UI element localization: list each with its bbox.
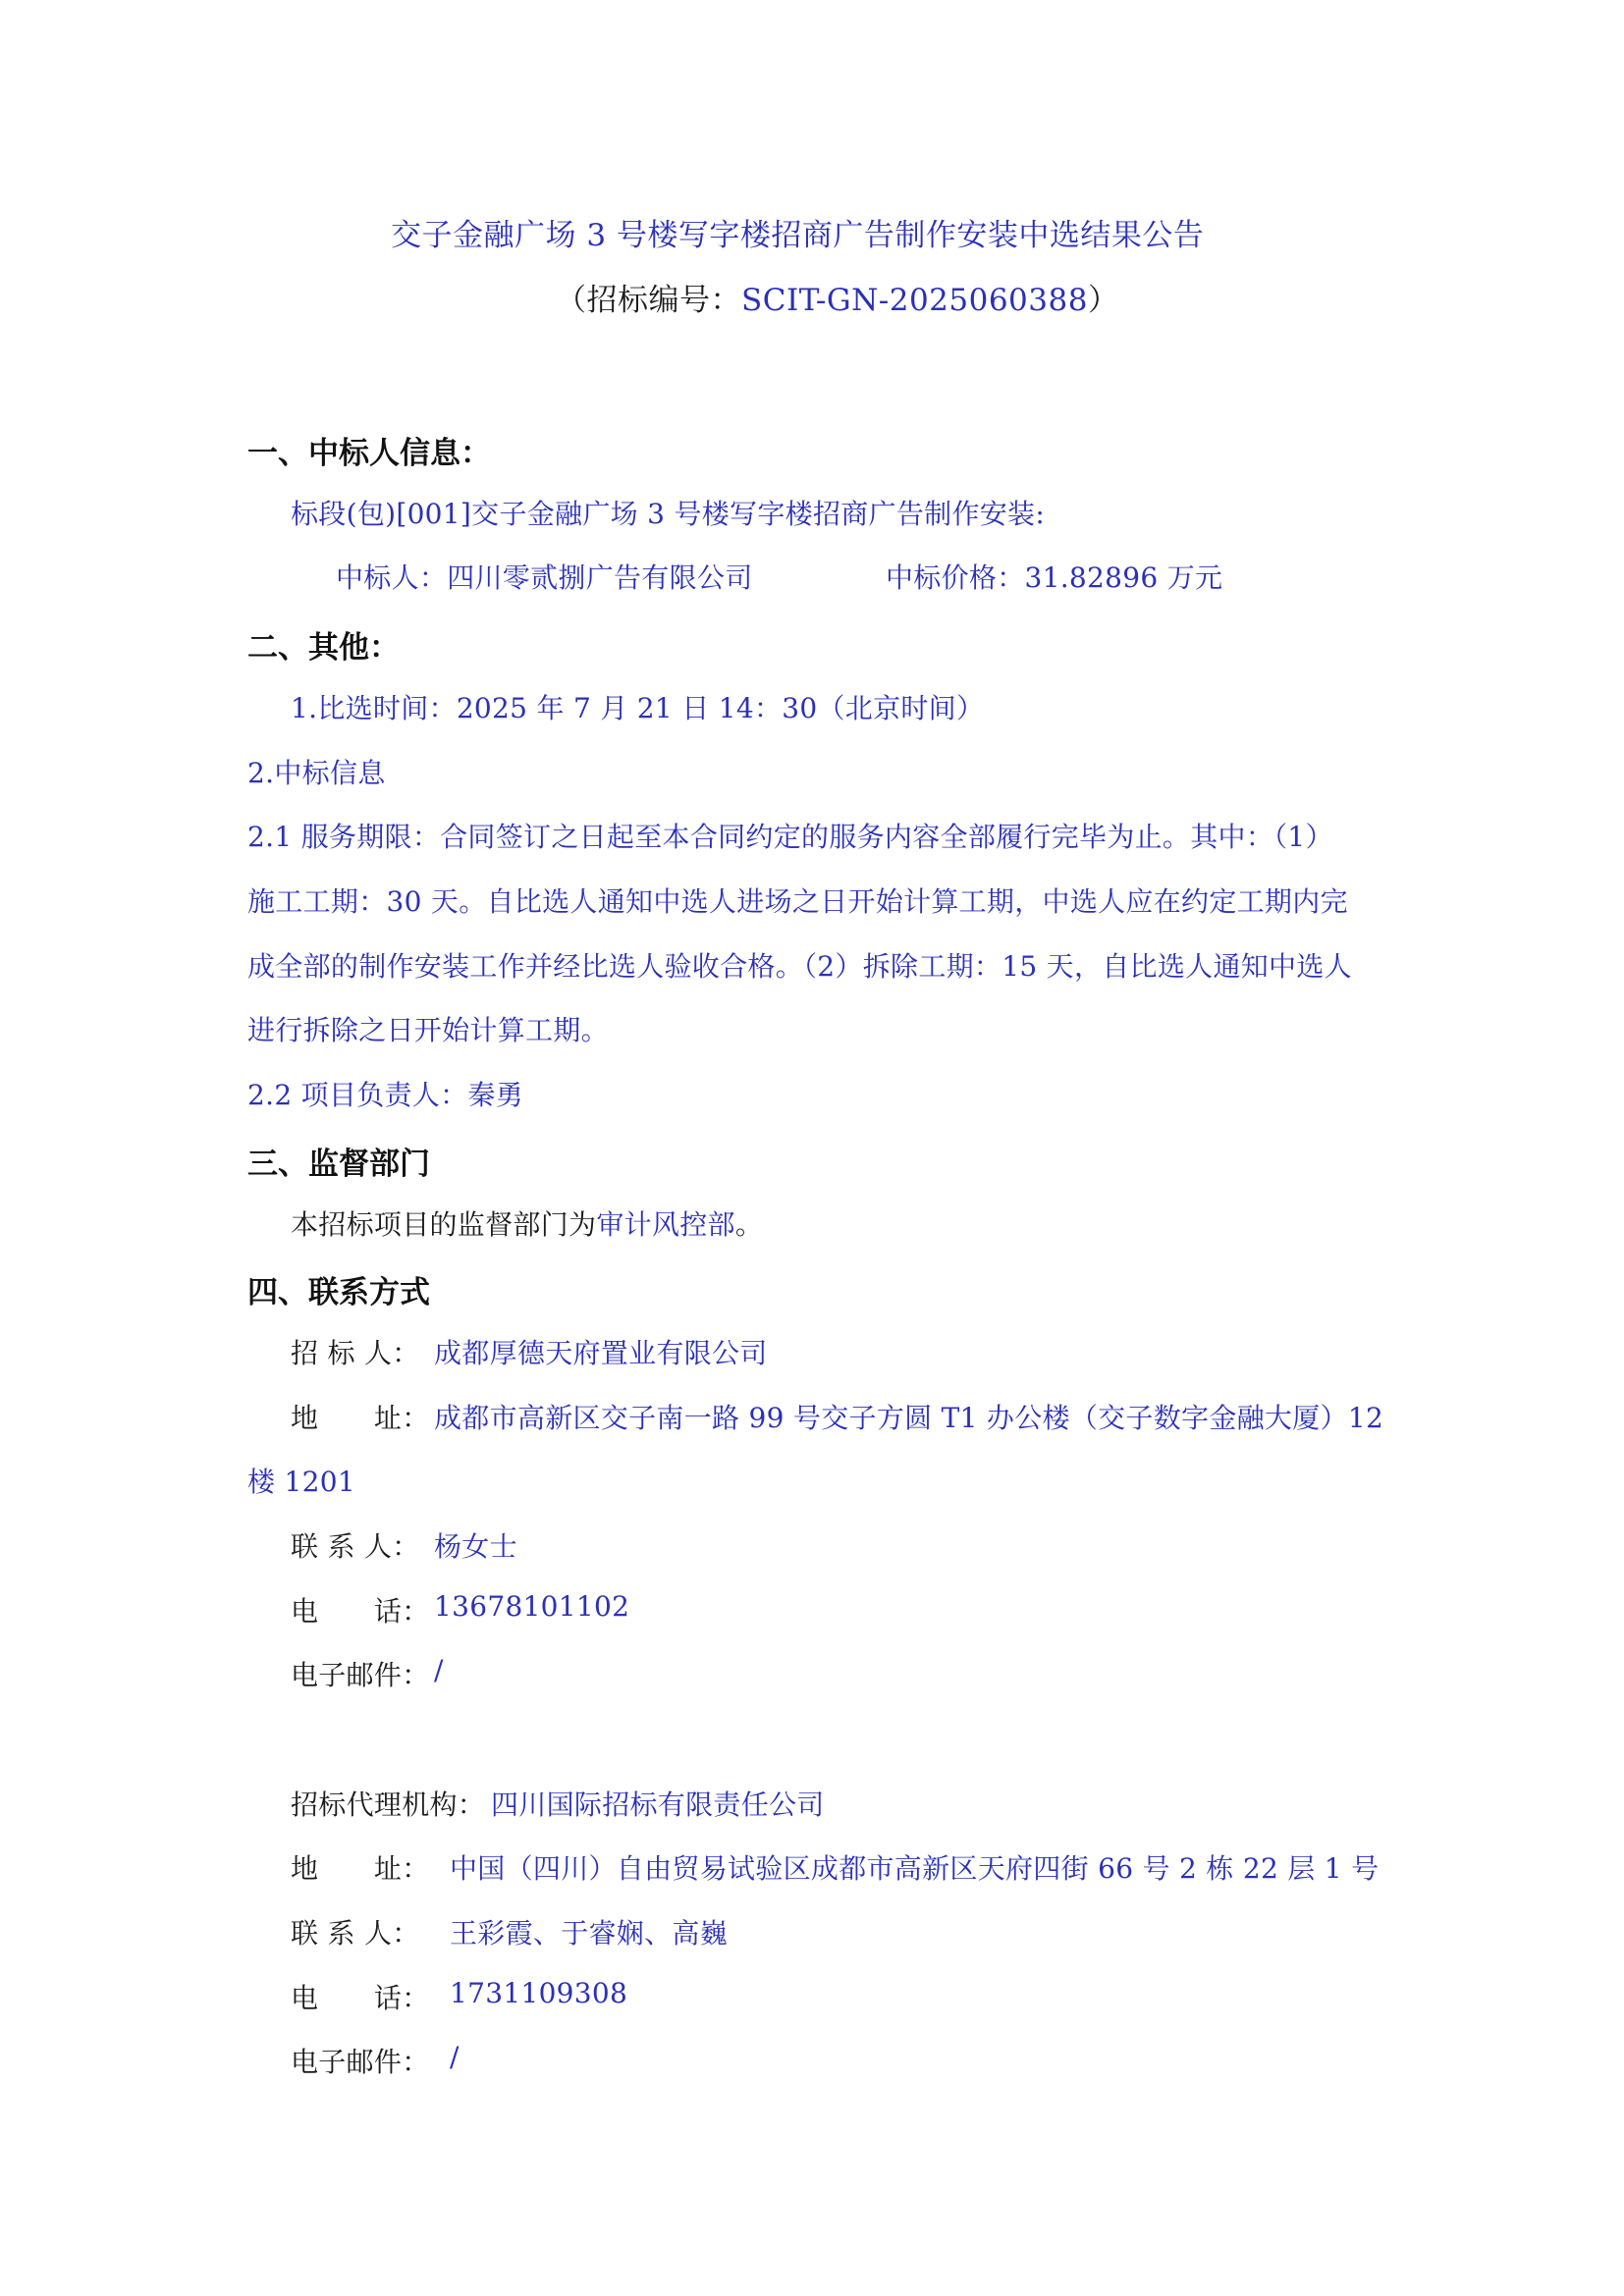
selection-time: 1.比选时间：2025 年 7 月 21 日 14：30（北京时间） — [291, 692, 985, 724]
tender-number — [556, 275, 1118, 319]
agency-contact-label: 联 系 人： — [291, 1917, 420, 1949]
section-heading-other: 二、其他： — [247, 630, 400, 666]
agency-address: 中国（四川）自由贸易试验区成都市高新区天府四街 66 号 2 栋 22 层 1 号 — [450, 1852, 1380, 1885]
agency-address-label: 地 址： — [291, 1852, 430, 1885]
winning-price: 中标价格：31.82896 万元 — [886, 561, 1223, 594]
supervision-prefix: 本招标项目的监督部门为 — [291, 1208, 597, 1241]
tenderer-name: 成都厚德天府置业有限公司 — [434, 1337, 768, 1369]
service-period-line: 进行拆除之日开始计算工期。 — [247, 1014, 609, 1046]
agency-label: 招标代理机构： — [291, 1789, 486, 1821]
section-heading-supervision: 三、监督部门 — [247, 1147, 430, 1182]
service-period-line: 2.1 服务期限：合同签订之日起至本合同约定的服务内容全部履行完毕为止。其中：（1） — [247, 821, 1333, 853]
tenderer-contact: 杨女士 — [434, 1530, 517, 1563]
tender-number-code: SCIT-GN-2025060388 — [741, 283, 1088, 318]
agency-phone: 1731109308 — [450, 1977, 628, 2009]
document-title: 交子金融广场 3 号楼写字楼招商广告制作安装中选结果公告 — [391, 218, 1205, 253]
tenderer-phone-label: 电 话： — [291, 1595, 430, 1628]
winning-info-label: 2.中标信息 — [247, 757, 386, 789]
supervision-department: 审计风控部 — [596, 1208, 735, 1241]
agency-contact: 王彩霞、于睿娴、高巍 — [450, 1917, 729, 1949]
tenderer-address: 成都市高新区交子南一路 99 号交子方圆 T1 办公楼（交子数字金融大厦）12 — [434, 1402, 1384, 1434]
tenderer-phone: 13678101102 — [434, 1590, 630, 1623]
tenderer-email-label: 电子邮件： — [291, 1659, 430, 1691]
lot-description: 标段(包)[001]交子金融广场 3 号楼写字楼招商广告制作安装: — [291, 498, 1046, 530]
winner-name: 中标人：四川零贰捌广告有限公司 — [336, 561, 753, 594]
tenderer-address-label: 地 址： — [291, 1402, 430, 1434]
service-period-line: 成全部的制作安装工作并经比选人验收合格。（2）拆除工期：15 天，自比选人通知中选人 — [247, 950, 1352, 983]
supervision-text — [291, 1203, 763, 1243]
service-period-line: 施工工期：30 天。自比选人通知中选人进场之日开始计算工期，中选人应在约定工期内完 — [247, 885, 1348, 918]
tender-number-suffix: ） — [1087, 283, 1119, 318]
agency-email-label: 电子邮件： — [291, 2046, 430, 2078]
tenderer-address-cont: 楼 1201 — [247, 1466, 355, 1498]
agency-email: / — [450, 2041, 460, 2073]
section-heading-winner: 一、中标人信息： — [247, 436, 491, 471]
tender-number-prefix: （招标编号： — [556, 283, 741, 318]
tenderer-contact-label: 联 系 人： — [291, 1530, 420, 1563]
tenderer-label: 招 标 人： — [291, 1337, 420, 1369]
project-manager: 2.2 项目负责人：秦勇 — [247, 1079, 524, 1111]
supervision-suffix: 。 — [734, 1208, 764, 1241]
tenderer-email: / — [434, 1654, 444, 1686]
agency-phone-label: 电 话： — [291, 1982, 430, 2014]
agency-name: 四川国际招标有限责任公司 — [491, 1789, 825, 1821]
section-heading-contact: 四、联系方式 — [247, 1275, 430, 1310]
